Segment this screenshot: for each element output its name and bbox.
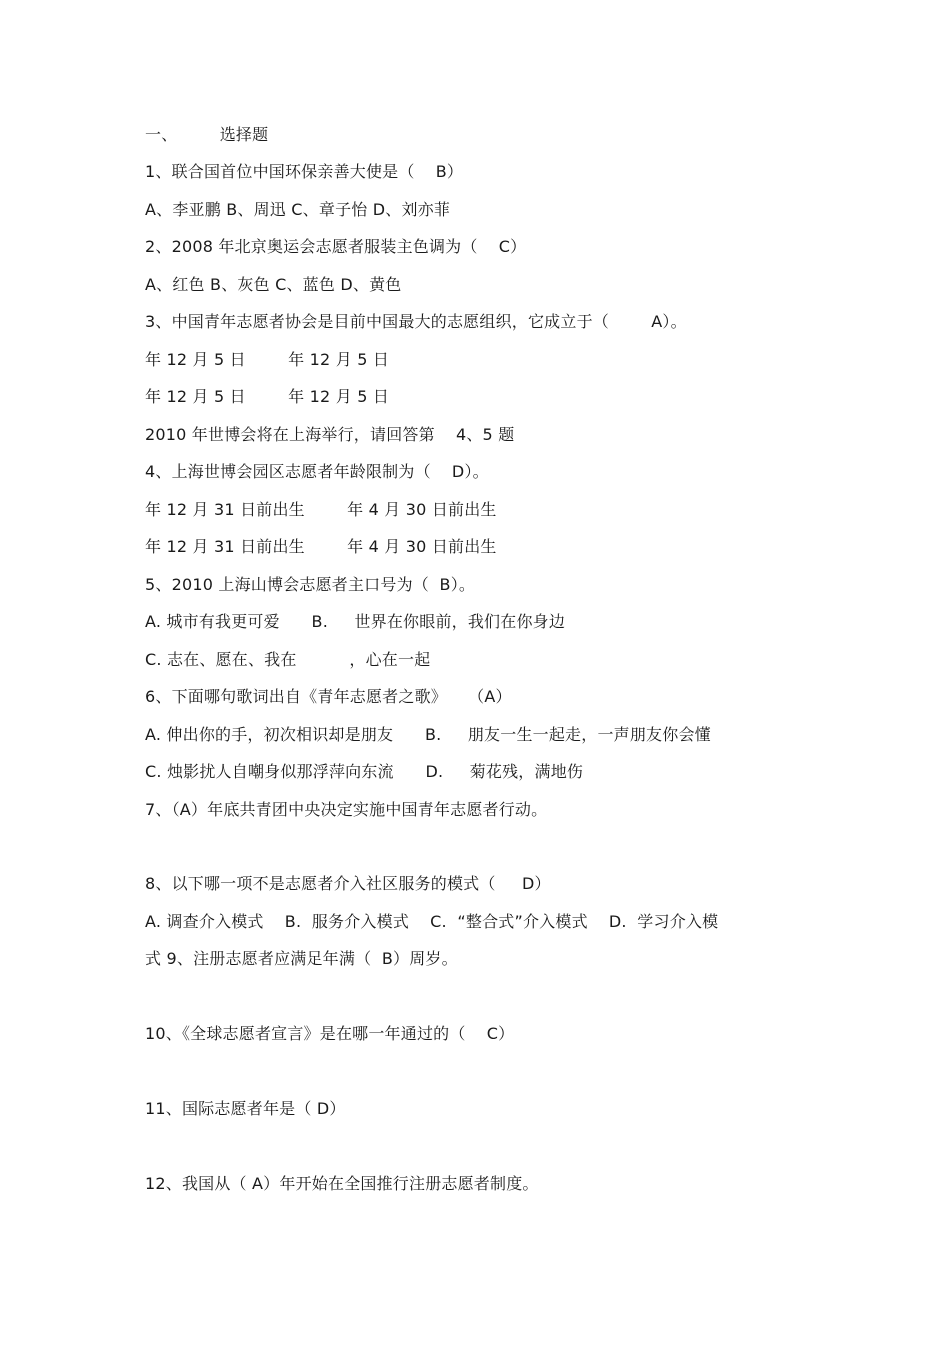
question-2-options: A、红色 B、灰色 C、蓝色 D、黄色 xyxy=(145,275,402,294)
question-4-options-row-2: 年 12 月 31 日前出生 年 4 月 30 日前出生 xyxy=(145,537,497,556)
question-3: 3、中国青年志愿者协会是目前中国最大的志愿组织，它成立于（ A）。 xyxy=(145,312,687,331)
section-heading: 一、 选择题 xyxy=(145,125,269,144)
question-12: 12、我国从（ A）年开始在全国推行注册志愿者制度。 xyxy=(145,1174,539,1193)
question-1-options: A、李亚鹏 B、周迅 C、章子怡 D、刘亦菲 xyxy=(145,200,451,219)
question-6-options-row-2: C. 烛影扰人自嘲身似那浮萍向东流 D. 菊花残，满地伤 xyxy=(145,762,584,781)
question-10: 10、《全球志愿者宣言》是在哪一年通过的（ C） xyxy=(145,1024,515,1043)
question-6: 6、下面哪句歌词出自《青年志愿者之歌》 （A） xyxy=(145,687,512,706)
question-5-options-row-1: A. 城市有我更可爱 B. 世界在你眼前，我们在你身边 xyxy=(145,612,566,631)
question-3-options-row-2: 年 12 月 5 日 年 12 月 5 日 xyxy=(145,387,390,406)
question-11: 11、国际志愿者年是（ D） xyxy=(145,1099,346,1118)
question-8-options: A. 调查介入模式 B. 服务介入模式 C. “整合式”介入模式 D. 学习介入模 xyxy=(145,912,719,931)
question-1: 1、联合国首位中国环保亲善大使是（ B） xyxy=(145,162,464,181)
question-5: 5、2010 上海山博会志愿者主口号为（ B）。 xyxy=(145,575,476,594)
question-4: 4、上海世博会园区志愿者年龄限制为（ D）。 xyxy=(145,462,489,481)
question-2: 2、2008 年北京奥运会志愿者服装主色调为（ C） xyxy=(145,237,527,256)
question-9: 式 9、注册志愿者应满足年满（ B）周岁。 xyxy=(145,949,458,968)
question-8: 8、以下哪一项不是志愿者介入社区服务的模式（ D） xyxy=(145,874,551,893)
question-6-options-row-1: A. 伸出你的手，初次相识却是朋友 B. 朋友一生一起走，一声朋友你会懂 xyxy=(145,725,711,744)
question-4-options-row-1: 年 12 月 31 日前出生 年 4 月 30 日前出生 xyxy=(145,500,497,519)
expo-intro: 2010 年世博会将在上海举行，请回答第 4、5 题 xyxy=(145,425,515,444)
question-7: 7、（A）年底共青团中央决定实施中国青年志愿者行动。 xyxy=(145,800,548,819)
question-3-options-row-1: 年 12 月 5 日 年 12 月 5 日 xyxy=(145,350,390,369)
question-5-options-row-2: C. 志在、愿在、我在 ，心在一起 xyxy=(145,650,431,669)
